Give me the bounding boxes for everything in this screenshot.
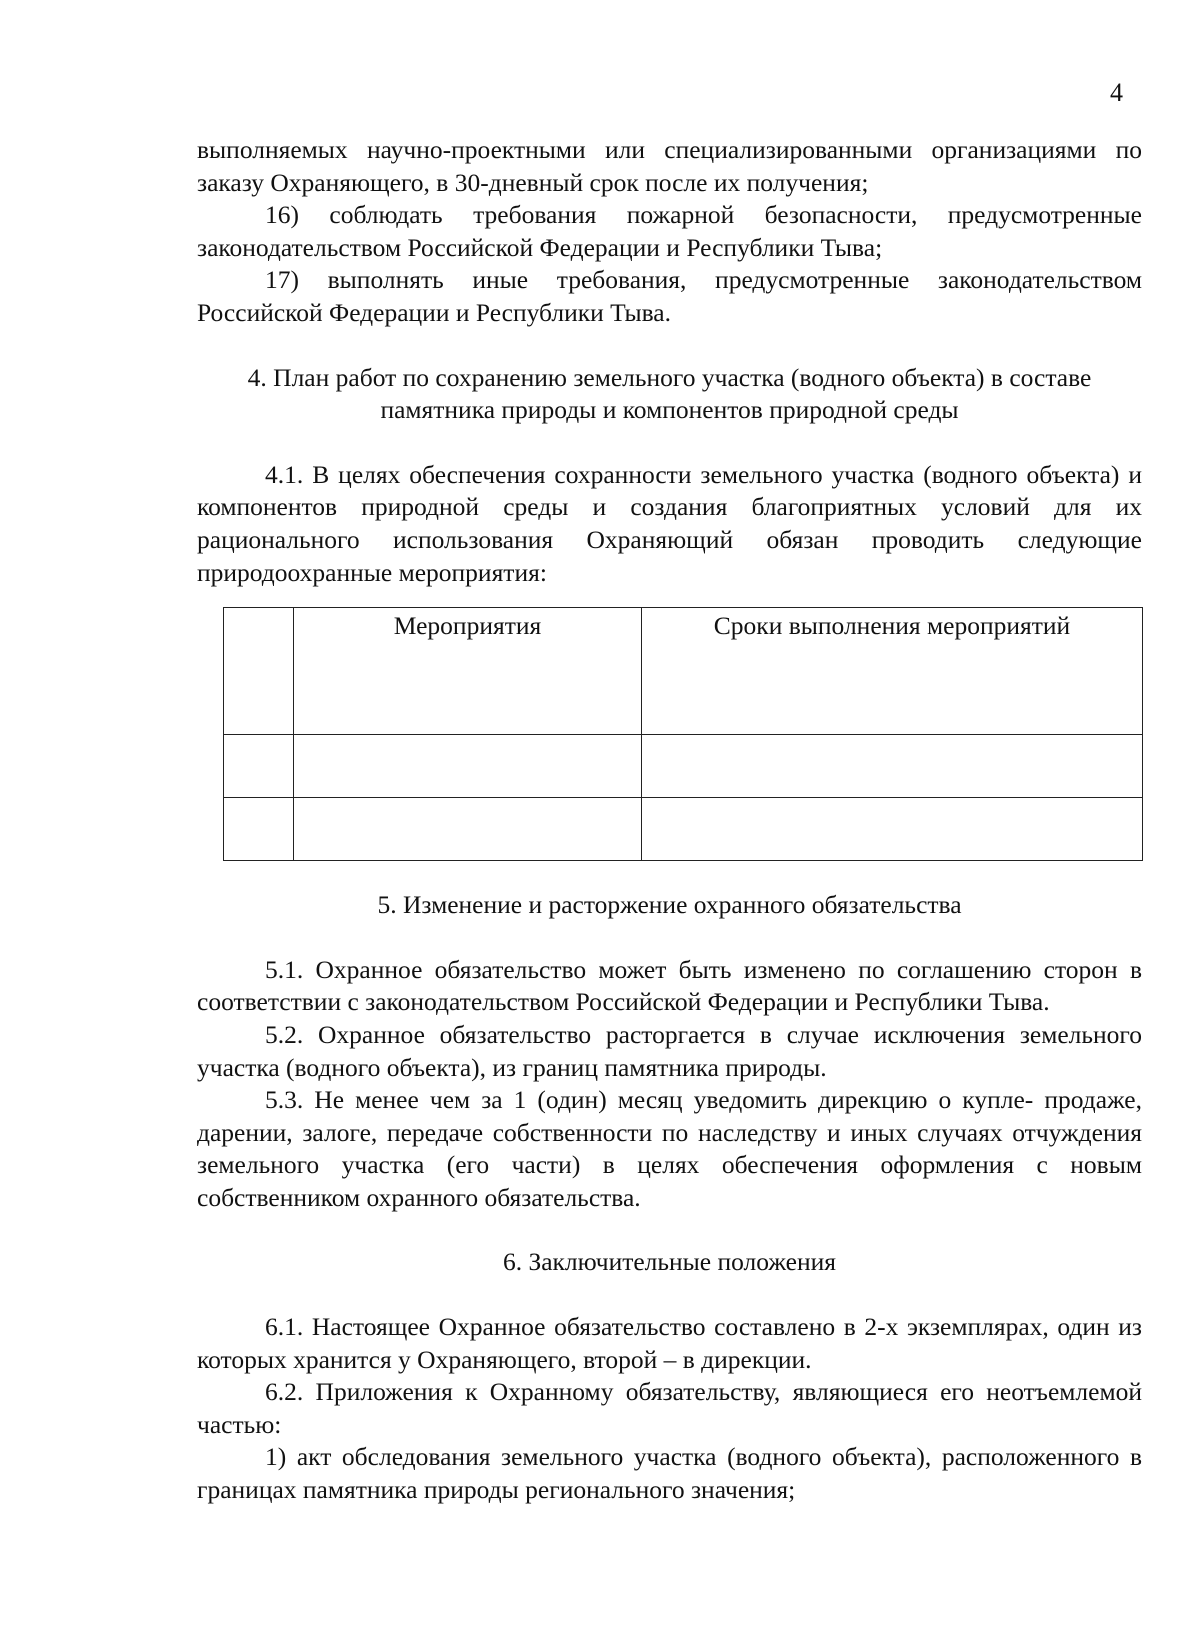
table-header-row <box>224 608 1143 735</box>
paragraph-item-17: 17) выполнять иные требования, предусмотренные законодательством Российской Федерации и Республики Тыва. <box>197 265 1142 327</box>
table-header-number <box>224 608 294 735</box>
section-4-heading <box>197 362 1142 427</box>
paragraph-appendix-1: 1) акт обследования земельного участка (водного объекта), расположенного в границах памятника природы регионального значения; <box>197 1442 1142 1505</box>
table-header-measures: Мероприятия <box>294 608 642 735</box>
table-cell <box>294 735 642 798</box>
page-number: 4 <box>1110 78 1123 107</box>
table-cell <box>294 798 642 861</box>
measures-table <box>223 607 1143 861</box>
section-5-heading: 5. Изменение и расторжение охранного обязательства <box>377 890 962 920</box>
table-row <box>224 798 1143 861</box>
section-4-heading-line2: памятника природы и компонентов природной среды <box>380 395 959 425</box>
paragraph-5-2: 5.2. Охранное обязательство расторгается в случае исключения земельного участка (водного объекта), из границ памятника природы. <box>197 1019 1142 1082</box>
paragraph-6-2: 6.2. Приложения к Охранному обязательству, являющиеся его неотъемлемой частью: <box>197 1377 1142 1439</box>
paragraph-item-16: 16) соблюдать требования пожарной безопасности, предусмотренные законодательством Российской Федерации и Республики Тыва; <box>197 200 1142 262</box>
paragraph-6-1: 6.1. Настоящее Охранное обязательство составлено в 2-х экземплярах, один из которых хранится у Охраняющего, второй – в дирекции. <box>197 1312 1142 1374</box>
section-6-heading: 6. Заключительные положения <box>502 1247 837 1277</box>
table-cell <box>224 798 294 861</box>
paragraph-5-1: 5.1. Охранное обязательство может быть изменено по соглашению сторон в соответствии с законодательством Российской Федерации и Республики Тыва. <box>197 954 1142 1017</box>
paragraph-4-1: 4.1. В целях обеспечения сохранности земельного участка (водного объекта) и компонентов природной среды и создания благоприятных условий для их рационального использования Охраняющий обязан проводить следующие природоохранные мероприятия: <box>197 459 1142 587</box>
table-cell <box>224 735 294 798</box>
document-body <box>197 134 1142 1507</box>
table-cell <box>642 798 1143 861</box>
table-cell <box>642 735 1143 798</box>
table-row <box>224 735 1143 798</box>
section-4-heading-line1: 4. План работ по сохранению земельного участка (водного объекта) в составе <box>247 362 1092 392</box>
paragraph-5-3: 5.3. Не менее чем за 1 (один) месяц уведомить дирекцию о купле- продаже, дарении, залоге, передаче собственности по наследству и иных случаях отчуждения земельного участка (его части) в целях обеспечения оформления с новым собственником охранного обязательства. <box>197 1085 1142 1212</box>
paragraph-continuation: выполняемых научно-проектными или специализированными организациями по заказу Охраняющего, в 30-дневный срок после их получения; <box>197 135 1142 197</box>
table-header-deadlines: Сроки выполнения мероприятий <box>642 608 1143 735</box>
